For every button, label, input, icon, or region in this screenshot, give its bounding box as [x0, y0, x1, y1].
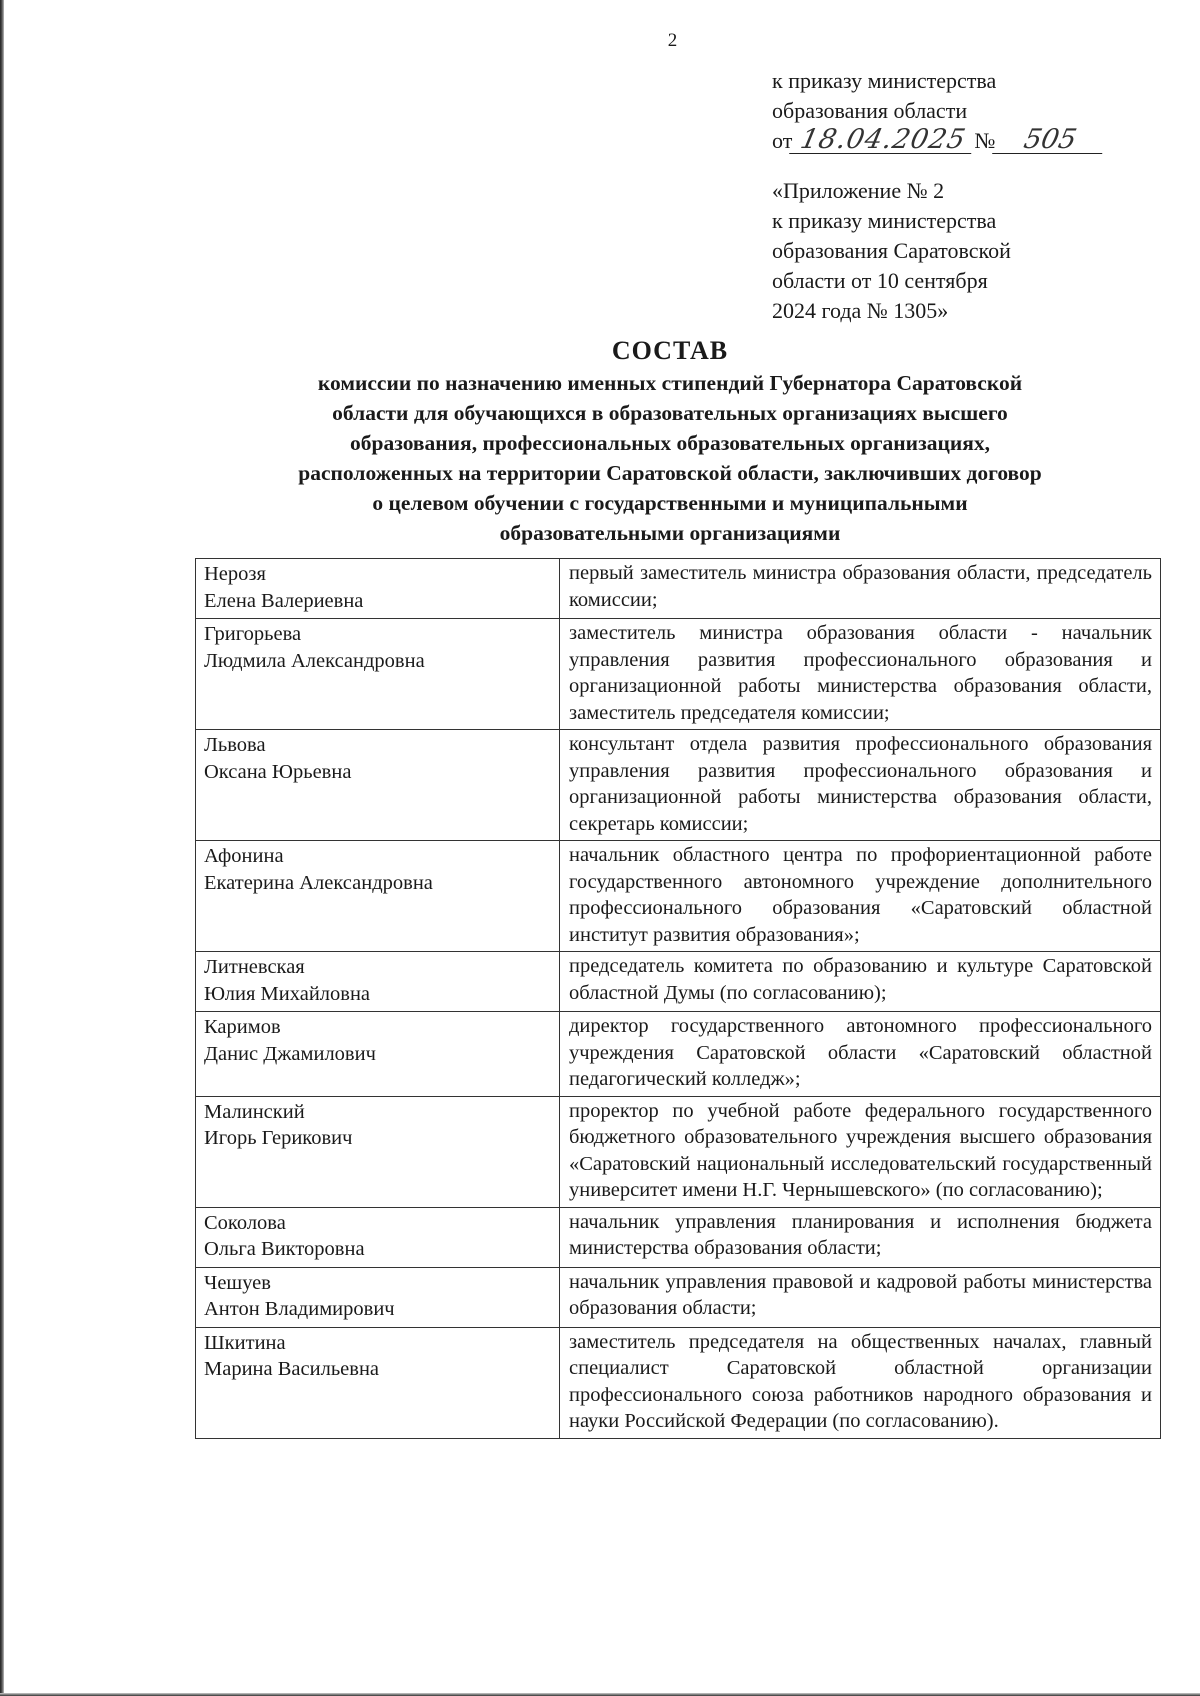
member-given-names: Юлия Михайловна — [204, 982, 371, 1005]
appendix-line: области от 10 сентября — [772, 268, 988, 293]
member-surname: Афонина — [204, 845, 284, 867]
table-row — [196, 1327, 1161, 1438]
member-role: начальник управления правовой и кадровой работы министерства образования области; — [569, 1270, 1152, 1319]
appendix-line: образования Саратовской — [772, 238, 1011, 263]
handwritten-date: 18.04.2025 — [789, 127, 977, 154]
title-line: образования, профессиональных образовательных организациях, — [349, 431, 990, 455]
order-ref-line-1: к приказу министерства — [772, 68, 997, 93]
member-surname: Соколова — [204, 1211, 286, 1234]
member-role-cell — [560, 1267, 1161, 1327]
appendix-reference — [772, 176, 1132, 326]
date-prefix: от — [772, 128, 793, 153]
table-row — [196, 1207, 1161, 1267]
table-row — [196, 952, 1161, 1012]
title-line: комиссии по назначению именных стипендий Губернатора Саратовской — [317, 371, 1023, 395]
table-row — [196, 1012, 1161, 1097]
member-name-cell — [196, 730, 560, 841]
member-surname: Львова — [204, 734, 266, 756]
page-number: 2 — [667, 30, 678, 51]
member-role-cell — [560, 1096, 1161, 1207]
member-given-names: Ольга Викторовна — [204, 1238, 365, 1260]
table-row — [196, 619, 1161, 730]
member-name-cell — [196, 952, 560, 1012]
appendix-line: к приказу министерства — [772, 208, 997, 233]
member-role: первый заместитель министра образования области, председатель комиссии; — [569, 562, 1152, 611]
member-role: заместитель председателя на общественных началах, главный специалист Саратовской областной организации профессионального союза работников народного образования и науки Российской Федерации (по согласованию). — [569, 1330, 1152, 1432]
member-name-cell — [196, 1012, 560, 1097]
order-ref-line-2: образования области — [772, 98, 968, 123]
member-surname: Малинский — [204, 1100, 305, 1123]
member-surname: Нерозя — [204, 563, 266, 585]
member-name-cell — [196, 1327, 560, 1438]
member-name-cell — [196, 841, 560, 952]
member-role-cell — [560, 1327, 1161, 1438]
title-line: образовательными организациями — [499, 521, 841, 545]
member-given-names: Людмила Александровна — [204, 649, 425, 672]
number-prefix: № — [974, 128, 996, 153]
committee-members-table — [195, 558, 1161, 1439]
member-given-names: Оксана Юрьевна — [204, 760, 352, 783]
table-row — [196, 841, 1161, 952]
member-role: директор государственного автономного профессионального учреждения Саратовской области «Саратовский областной педагогический колледж»; — [569, 1015, 1152, 1090]
member-role-cell — [560, 841, 1161, 952]
member-given-names: Игорь Герикович — [204, 1127, 353, 1149]
title-main: СОСТАВ — [611, 336, 729, 365]
member-surname: Чешуев — [204, 1271, 271, 1294]
table-row — [196, 1096, 1161, 1207]
member-surname: Григорьева — [204, 623, 302, 645]
table-row — [196, 559, 1161, 619]
member-role: консультант отдела развития профессионального образования управления развития профессионального образования и организационной работы министерства образования области, секретарь комиссии; — [569, 733, 1152, 835]
member-name-cell — [196, 1096, 560, 1207]
member-role-cell — [560, 1012, 1161, 1097]
member-role: заместитель министра образования области - начальник управления развития профессионального образования и организационной работы министерства образования области, заместитель председателя комиссии; — [569, 622, 1152, 724]
member-role-cell — [560, 619, 1161, 730]
member-name-cell — [196, 619, 560, 730]
member-given-names: Марина Васильевна — [204, 1358, 380, 1380]
title-line: о целевом обучении с государственными и муниципальными — [372, 491, 968, 515]
member-role: начальник управления планирования и исполнения бюджета министерства образования области; — [569, 1210, 1152, 1259]
member-given-names: Екатерина Александровна — [204, 871, 433, 894]
order-reference-block — [772, 66, 1132, 326]
member-surname: Литневская — [204, 956, 305, 978]
handwritten-number: 505 — [992, 127, 1108, 154]
member-role-cell — [560, 559, 1161, 619]
member-role-cell — [560, 1207, 1161, 1267]
member-surname: Каримов — [204, 1016, 281, 1038]
member-role-cell — [560, 730, 1161, 841]
member-role-cell — [560, 952, 1161, 1012]
member-name-cell — [196, 1207, 560, 1267]
member-name-cell — [196, 1267, 560, 1327]
scan-edge — [0, 0, 4, 1696]
table-row — [196, 730, 1161, 841]
member-name-cell — [196, 559, 560, 619]
title-line: расположенных на территории Саратовской области, заключивших договор — [298, 461, 1042, 485]
member-given-names: Антон Владимирович — [204, 1298, 395, 1320]
appendix-line: «Приложение № 2 — [772, 178, 945, 203]
appendix-line: 2024 года № 1305» — [772, 298, 949, 323]
title-line: области для обучающихся в образовательных организациях высшего — [332, 401, 1008, 425]
member-given-names: Елена Валериевна — [204, 589, 364, 612]
member-surname: Шкитина — [204, 1331, 286, 1354]
document-title — [190, 334, 1150, 548]
order-date-number-line — [772, 126, 1132, 156]
member-role: начальник областного центра по профориентационной работе государственного автономного учреждение дополнительного профессионального образования «Саратовский областной институт развития образования»; — [569, 844, 1152, 946]
member-given-names: Данис Джамилович — [204, 1042, 376, 1065]
member-role: председатель комитета по образованию и культуре Саратовской областной Думы (по согласованию); — [569, 955, 1152, 1004]
member-role: проректор по учебной работе федерального государственного бюджетного образовательного учреждения высшего образования «Саратовский национальный исследовательский государственный университет имени Н.Г. Чернышевского» (по согласованию); — [569, 1099, 1152, 1201]
table-row — [196, 1267, 1161, 1327]
